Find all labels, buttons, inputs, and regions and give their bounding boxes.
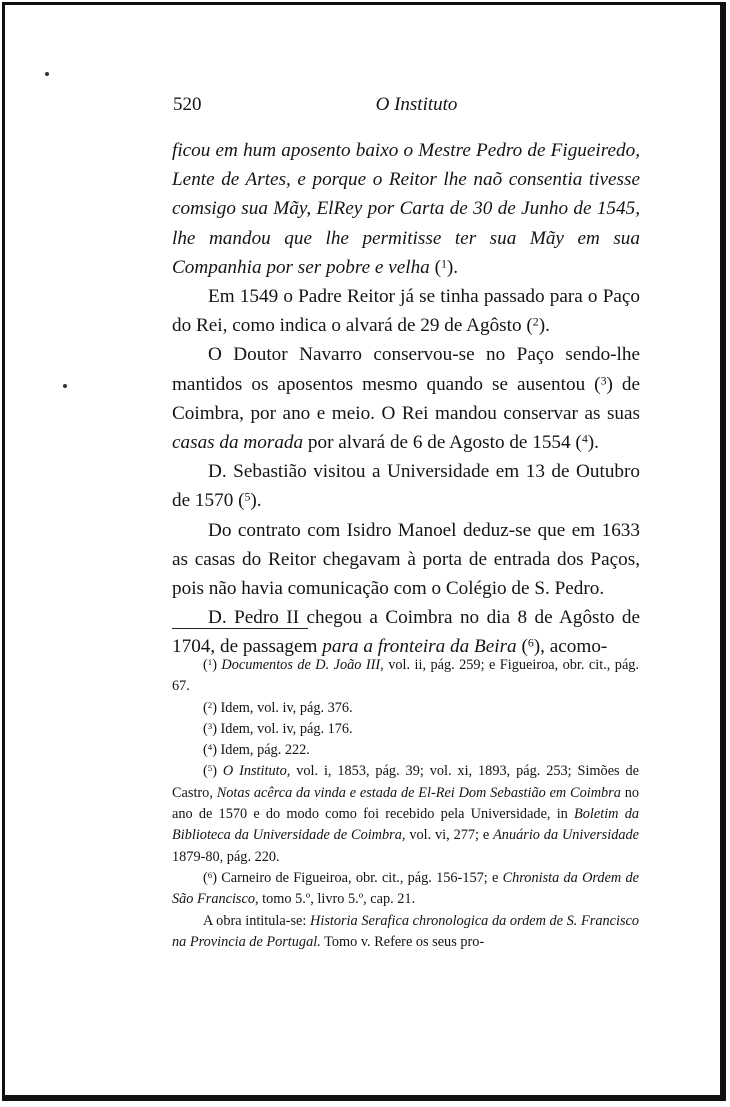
- footnote-ref: 1: [440, 256, 447, 271]
- quoted-passage: ficou em hum aposento baixo o Mestre Pedro de Figueiredo, Lente de Artes, e porque o Reitor lhe naõ consentia tivesse comsigo sua Mãy, ElRey por Carta de 30 de Junho de 1545, lhe mandou que lhe permitisse ter sua Mãy em sua Companhia por ser pobre e velha: [172, 140, 640, 278]
- footnote: ($^2$) Idem, vol. iv, pág. 376.: [203, 699, 353, 716]
- scan-speck: [45, 72, 49, 76]
- footnote-ref: 4: [581, 431, 588, 446]
- scan-speck: [63, 384, 67, 388]
- footnote: ($^1$) Documentos de D. João III, vol. ii, pág. 259; e Figueiroa, obr. cit., pág. 67.: [172, 657, 640, 695]
- page-header: [173, 94, 640, 116]
- footnote: ($^6$) Carneiro de Figueiroa, obr. cit., pág. 156-157; e Chronista da Ordem de São Francisco, tomo 5.º, livro 5.º, cap. 21.: [172, 869, 639, 908]
- footnotes: [172, 655, 639, 953]
- footnote-ref: 3: [600, 373, 607, 388]
- footnote-ref: 6: [527, 636, 534, 651]
- footnote: ($^3$) Idem, vol. iv, pág. 176.: [203, 720, 353, 737]
- footnote-ref: 5: [244, 490, 251, 505]
- paragraph: D. Pedro II chegou a Coimbra no dia 8 de Agôsto de 1704, de passagem para a fronteira da Beira ($^6$), acomo-: [172, 607, 640, 658]
- footnote: ($^4$) Idem, pág. 222.: [203, 742, 310, 759]
- page-number: 520: [173, 94, 202, 115]
- paragraph: Do contrato com Isidro Manoel deduz-se que em 1633 as casas do Reitor chegavam à porta de entrada dos Paços, pois não havia comunicação com o Colégio de S. Pedro.: [172, 519, 640, 600]
- footnote-rule: [172, 628, 308, 629]
- main-text: [172, 136, 640, 662]
- footnote: A obra intitula-se: Historia Serafica chronologica da ordem de S. Francisco na Provincia de Portugal. Tomo v. Refere os seus pro-: [172, 912, 639, 950]
- paragraph: Em 1549 o Padre Reitor já se tinha passado para o Paço do Rei, como indica o alvará de 29 de Agôsto ($^2$).: [172, 286, 640, 337]
- running-title: O Instituto: [375, 94, 458, 115]
- paragraph: O Doutor Navarro conservou-se no Paço sendo-lhe mantidos os aposentos mesmo quando se ausentou ($^3$) de Coimbra, por ano e meio. O Rei mandou conservar as suas casas da morada por alvará de 6 de Agosto de 1554 ($^4$).: [172, 344, 641, 454]
- footnote-ref: 2: [532, 314, 539, 329]
- paragraph-quote: ficou em hum aposento baixo o Mestre Pedro de Figueiredo, Lente de Artes, e porque o Reitor lhe naõ consentia tivesse comsigo sua Mãy, ElRey por Carta de 30 de Junho de 1545, lhe mandou que lhe permitisse ter sua Mãy em sua Companhia por ser pobre e velha ($^1$).: [172, 140, 640, 278]
- paragraph: D. Sebastião visitou a Universidade em 13 de Outubro de 1570 ($^5$).: [172, 461, 640, 512]
- footnote: ($^5$) O Instituto, vol. i, 1853, pág. 39; vol. xi, 1893, pág. 253; Simões de Castro, Notas acêrca da vinda e estada de El-Rei Dom Sebastião em Coimbra no ano de 1570 e do modo como foi recebido pela Universidade, in Boletim da Biblioteca da Universidade de Coimbra, vol. vi, 277; e Anuário da Universidade 1879-80, pág. 220.: [172, 763, 640, 865]
